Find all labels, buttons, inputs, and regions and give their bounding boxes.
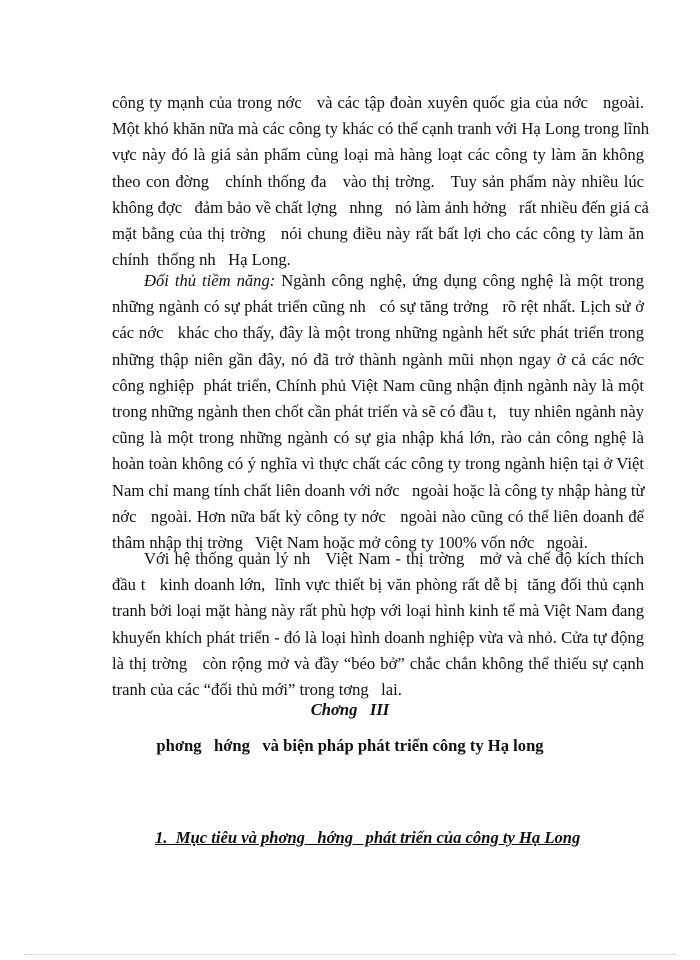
text-line: tranh của các “đối thủ mới” trong tơng lai. [112, 680, 402, 700]
text-line: công ty mạnh của trong nớc và các tập đoàn xuyên quốc gia của nớc ngoài. [112, 93, 644, 112]
text-line: khuyến khích phát triển - đó là loại hình doanh nghiệp vừa và nhỏ. Cửa tự động [112, 627, 644, 647]
text-line: không đợc đảm bảo về chất lợng nhng nó làm ảnh hởng rất nhiều đến giá cả [112, 197, 649, 217]
chapter-title: phơng hớng và biện pháp phát triển công ty Hạ long [156, 736, 544, 755]
paragraph-market-system [112, 546, 644, 703]
text-line: là thị trờng còn rộng mở và đầy “béo bở” chắc chắn không thể thiếu sự cạnh [112, 653, 644, 673]
paragraph-competition [112, 90, 650, 273]
text-line-rest: Ngành công nghệ, ứng dụng công nghệ là một trong [275, 271, 644, 290]
paragraph-potential-competitors [112, 268, 644, 556]
text-line: đầu t kinh doanh lớn, lĩnh vực thiết bị văn phòng rất dễ bị tăng đối thủ cạnh [112, 575, 644, 595]
text-line: mặt bằng của thị trờng nói chung điều này rất bất lợi cho các công ty làm ăn [112, 224, 644, 244]
text-line: Một khó khăn nữa mà các công ty khác có thể cạnh tranh với Hạ Long trong lĩnh [112, 119, 650, 139]
text-line: vực này đó là giá sản phẩm cùng loại mà hàng loạt các công ty làm ăn không [112, 145, 644, 165]
text-line: trong những ngành then chốt cần phát triển và sẽ có đầu t, tuy nhiên ngành này [112, 402, 645, 422]
text-line [112, 268, 644, 294]
text-line: công nghiệp phát triển, Chính phủ Việt Nam cũng nhận định ngành này là một [112, 375, 644, 395]
text-line: chính thống nh Hạ Long. [112, 250, 291, 270]
text-line: những thập niên gần đây, nó đã trở thành ngành mũi nhọn ngay ở cả các nớc [112, 349, 644, 369]
text-line: hoàn toàn không có ý nghĩa vì thực chất các công ty trong ngành hiện tại ở Việt [112, 454, 644, 474]
text-line: nớc ngoài. Hơn nữa bất kỳ công ty nớc ngoài nào cũng có thể liên doanh để [112, 506, 644, 526]
chapter-heading: Chơng III [310, 700, 390, 719]
text-line: những ngành có sự phát triển cũng nh có sự tăng trởng rõ rệt nhất. Lịch sử ở [112, 297, 644, 317]
section-heading: 1. Mục tiêu và phơng hớng phát triển của công ty Hạ Long [155, 828, 581, 847]
text-line: cũng là một trong những ngành có sự gia nhập khá lớn, rào cản công nghệ là [112, 428, 644, 448]
text-line: thâm nhập thị trờng Việt Nam hoặc mở công ty 100% vốn nớc ngoài. [112, 533, 588, 553]
text-line: theo con đờng chính thống đa vào thị trờng. Tuy sản phẩm này nhiều lúc [112, 171, 644, 191]
text-line: tranh bởi loại mặt hàng này rất phù hợp với loại hình kinh tế mà Việt Nam đang [112, 601, 644, 621]
text-line: Với hệ thống quản lý nh Việt Nam - thị trờng mở và chế độ kích thích [144, 549, 644, 568]
footer-divider [24, 954, 676, 955]
paragraph-lead: Đối thủ tiềm năng: [144, 271, 276, 290]
text-line: các nớc khác cho thấy, đây là một trong những ngành hết sức phát triển trong [112, 323, 644, 343]
text-line: Nam chỉ mang tính chất liên doanh với nớc ngoài hoặc là công ty nhập hàng từ [112, 480, 645, 500]
